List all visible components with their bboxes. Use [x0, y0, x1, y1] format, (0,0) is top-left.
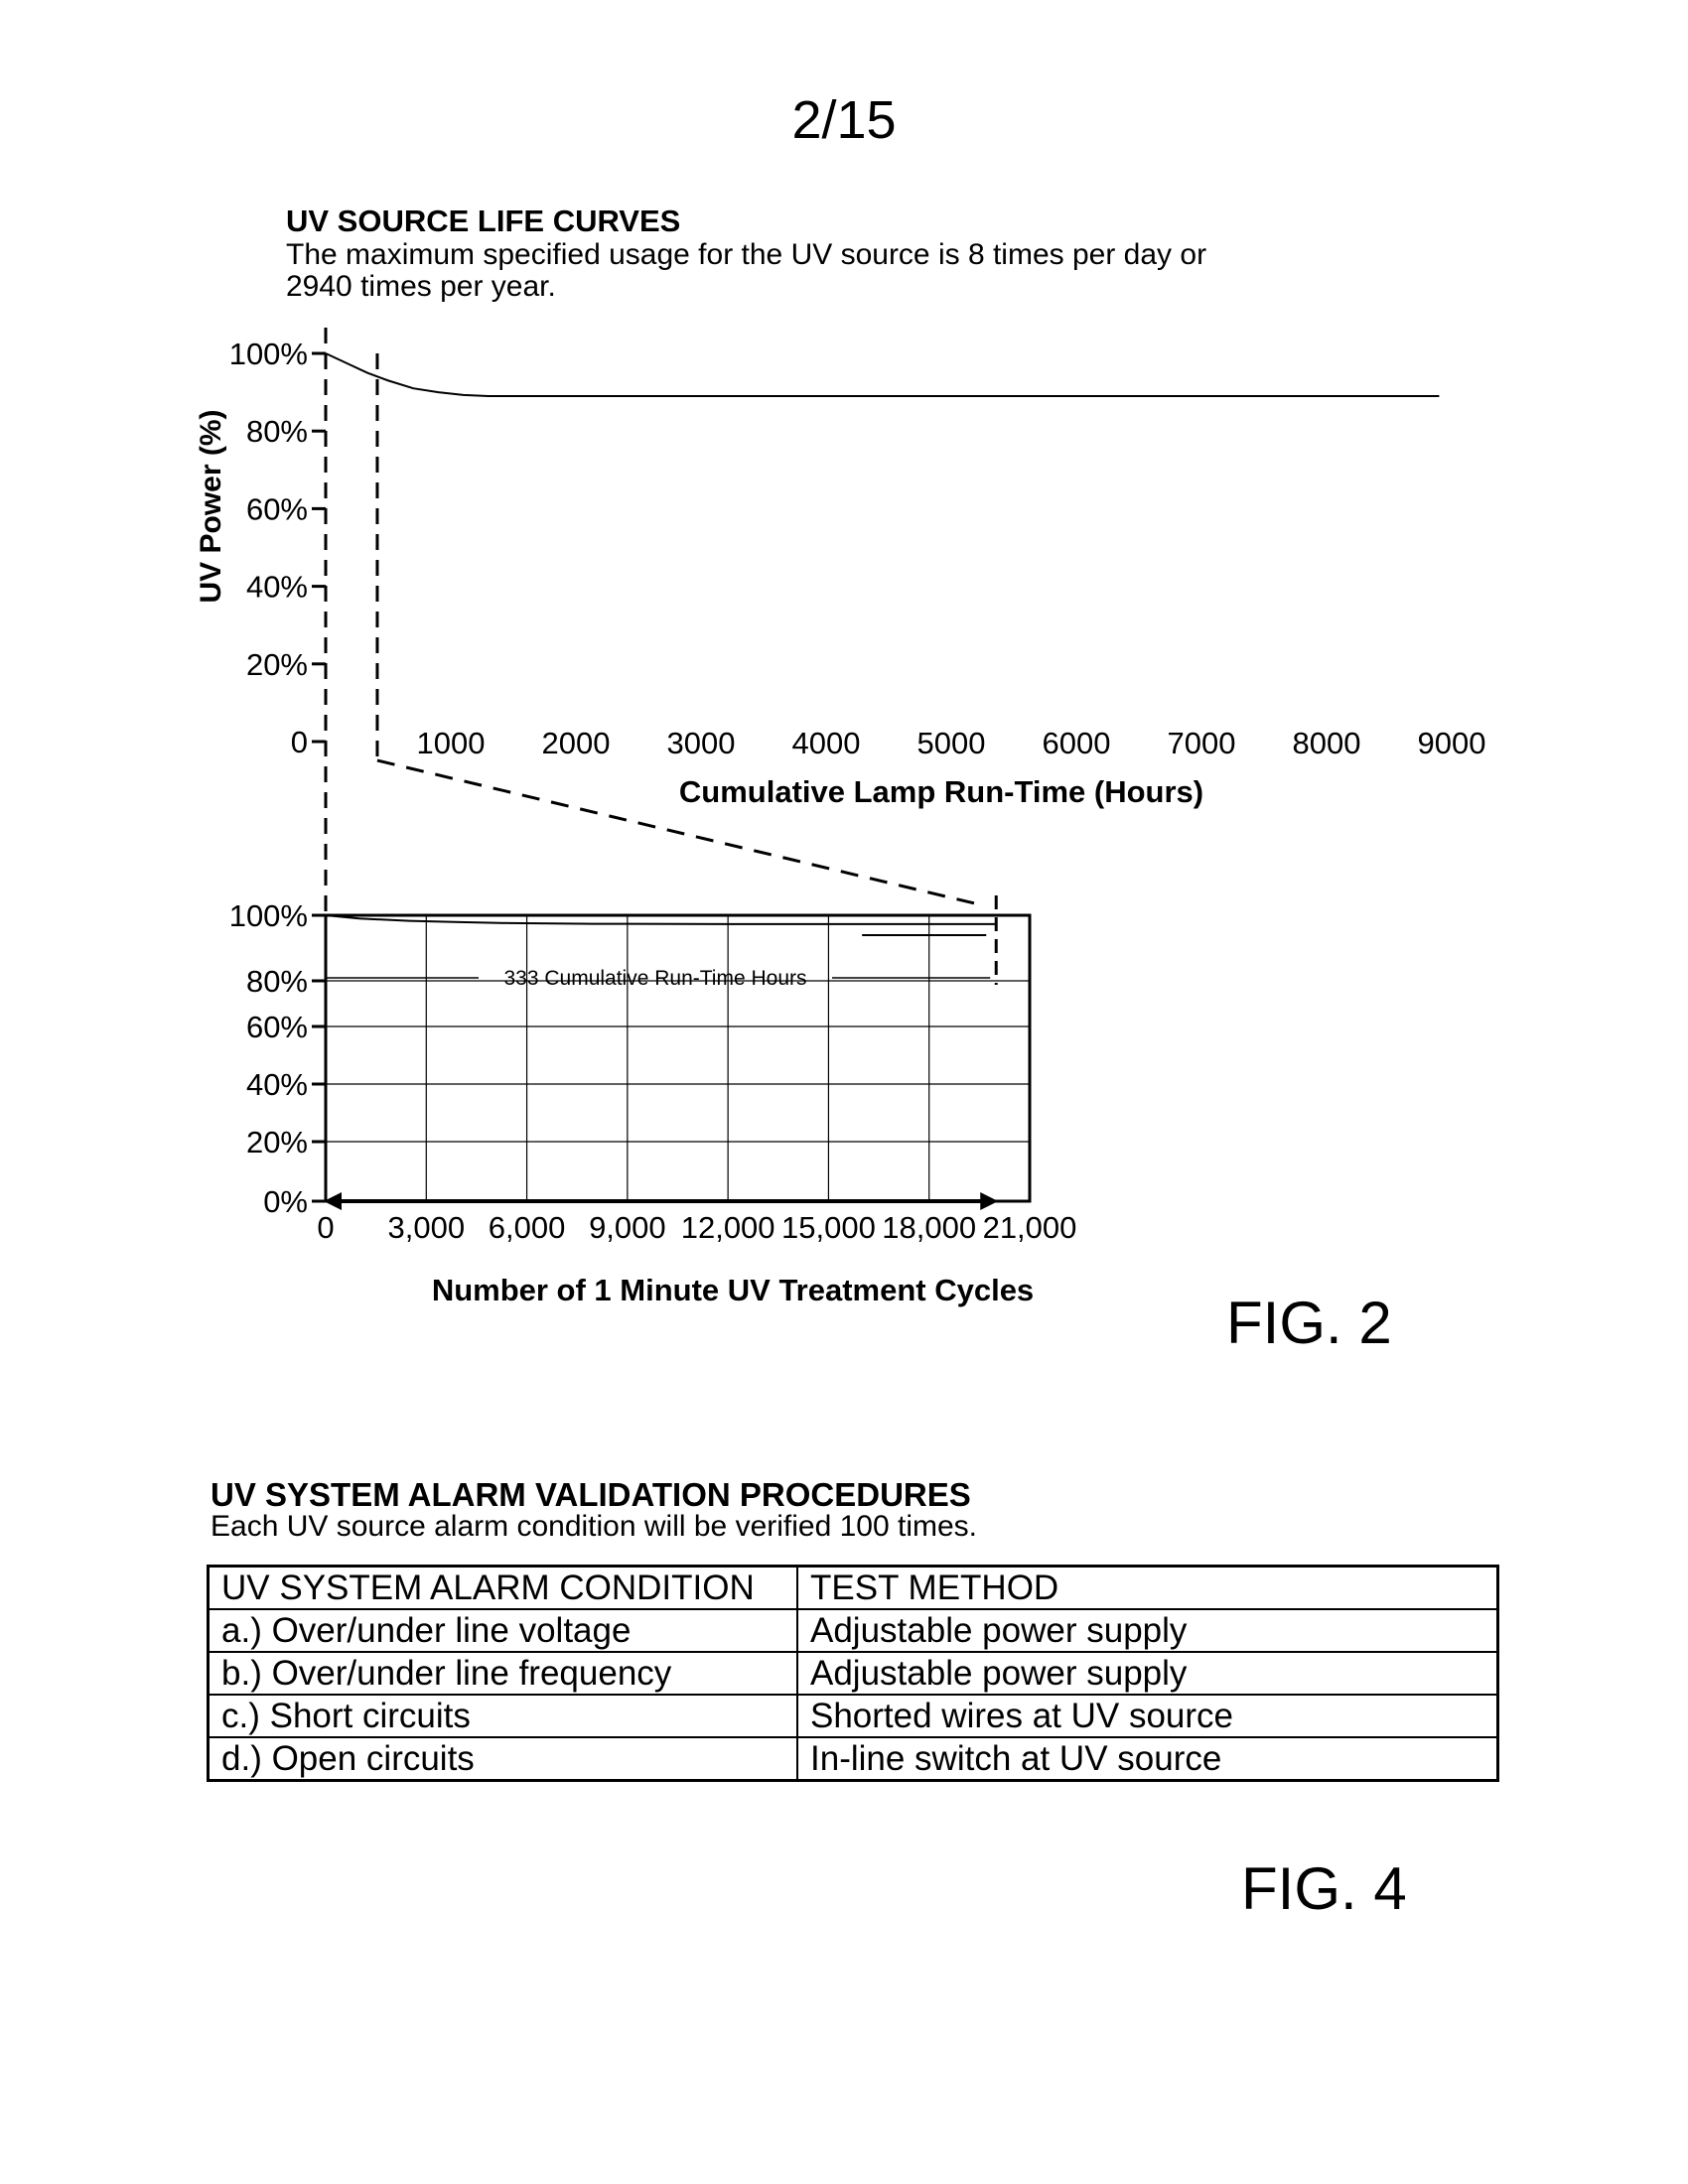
fig2-description: The maximum specified usage for the UV source is 8 times per day or 2940 times per year. [286, 238, 1207, 303]
upper-y-tick-label: 0 [290, 725, 308, 759]
annotation-label: 333 Cumulative Run-Time Hours [503, 967, 807, 990]
fig4-title: UV SYSTEM ALARM VALIDATION PROCEDURES [211, 1476, 971, 1513]
table-cell-method: Adjustable power supply [797, 1652, 1498, 1695]
lower-x-tick-label: 12,000 [680, 1210, 775, 1245]
lower-x-tick-label: 6,000 [488, 1210, 566, 1245]
header-alarm-condition: UV SYSTEM ALARM CONDITION [209, 1567, 798, 1610]
page-number: 2/15 [791, 90, 897, 150]
lower-chart-frame [326, 915, 1030, 1201]
lower-x-tick-label: 9,000 [589, 1210, 666, 1245]
upper-y-tick-label: 20% [245, 646, 308, 682]
table-cell-condition: b.) Over/under line frequency [209, 1652, 798, 1695]
lower-x-tick-label: 15,000 [781, 1210, 876, 1245]
table-row [209, 1737, 1498, 1781]
upper-x-tick-label: 6000 [1042, 726, 1111, 760]
table-cell-condition: a.) Over/under line voltage [209, 1609, 798, 1652]
arrowhead-right [980, 1192, 998, 1210]
table-header-row [209, 1567, 1498, 1610]
upper-y-tick-label: 80% [245, 414, 308, 450]
upper-series-line [326, 353, 1439, 396]
table-cell-method: Shorted wires at UV source [797, 1695, 1498, 1737]
lower-y-tick-label: 100% [228, 898, 308, 933]
table-cell-condition: c.) Short circuits [209, 1695, 798, 1737]
lower-y-tick-label: 60% [245, 1010, 308, 1044]
lower-x-tick-label: 3,000 [387, 1210, 466, 1245]
lower-y-tick-label: 20% [245, 1125, 308, 1160]
upper-x-tick-label: 4000 [791, 726, 861, 760]
upper-x-tick-label: 9000 [1417, 726, 1486, 760]
upper-y-tick-label: 100% [228, 337, 308, 371]
upper-x-tick-label: 2000 [541, 726, 611, 760]
upper-y-tick-label: 40% [245, 569, 308, 605]
upper-x-tick-label: 1000 [416, 726, 486, 760]
upper-y-axis-title: UV Power (%) [195, 409, 227, 604]
lower-x-tick-label: 18,000 [882, 1210, 977, 1245]
lower-x-tick-label: 0 [317, 1210, 335, 1245]
fig4-description: Each UV source alarm condition will be verified 100 times. [211, 1510, 978, 1543]
table-cell-method: In-line switch at UV source [797, 1737, 1498, 1781]
table-cell-condition: d.) Open circuits [209, 1737, 798, 1781]
upper-x-tick-label: 7000 [1167, 726, 1236, 760]
lower-x-tick-label: 21,000 [982, 1210, 1077, 1245]
upper-x-tick-label: 3000 [666, 726, 736, 760]
table-row [209, 1695, 1498, 1737]
upper-x-tick-label: 5000 [916, 726, 986, 760]
upper-x-axis-title: Cumulative Lamp Run-Time (Hours) [678, 774, 1204, 809]
fig4-label: FIG. 4 [1241, 1855, 1407, 1922]
lower-y-tick-label: 40% [245, 1067, 308, 1102]
fig2-title: UV SOURCE LIFE CURVES [286, 204, 681, 238]
lower-y-tick-label: 0% [263, 1184, 308, 1219]
table-row [209, 1652, 1498, 1695]
upper-x-tick-label: 8000 [1292, 726, 1361, 760]
lower-y-tick-label: 80% [245, 964, 308, 999]
lower-x-axis-title: Number of 1 Minute UV Treatment Cycles [431, 1273, 1035, 1307]
table-cell-method: Adjustable power supply [797, 1609, 1498, 1652]
table-row [209, 1609, 1498, 1652]
upper-y-tick-label: 60% [245, 491, 308, 527]
header-test-method: TEST METHOD [797, 1567, 1498, 1610]
alarm-validation-table [207, 1565, 1499, 1782]
fig2-label: FIG. 2 [1226, 1290, 1392, 1356]
